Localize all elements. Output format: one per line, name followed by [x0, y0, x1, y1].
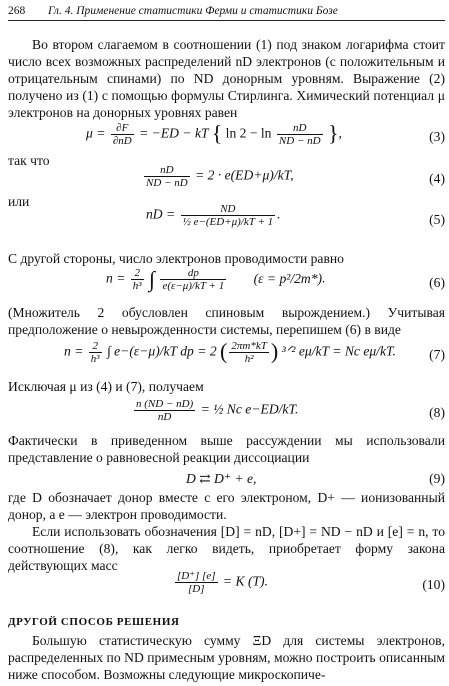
eq10-rhs: = K (T).	[222, 573, 268, 589]
paragraph-10: Большую статистическую сумму ΞD для системы электронов, распределенных по ND примесным уровням, можно построить описанным ниже способом. Возможны следующие микроскопиче-	[8, 633, 445, 682]
eq8-rhs: = ½ Nc e−ED/kT.	[200, 401, 299, 417]
eq5-fraction: $\frac{ND}{\text{½ e−(ED+μ)/kT + 1}}$	[182, 203, 274, 228]
eq3-rhs: = −ED − kT	[139, 125, 209, 141]
eq7-lhs: n =	[64, 343, 84, 359]
equation-8	[8, 398, 445, 428]
page-number: 268	[8, 5, 26, 17]
paragraph-6: Исключая μ из (4) и (7), получаем	[8, 379, 204, 394]
eq3-ln: ln 2 − ln	[225, 125, 272, 141]
eq3-lhs: μ =	[86, 125, 106, 141]
eq9-body: D ⇄ D⁺ + e,	[186, 471, 257, 486]
equation-6: n = $\frac{2}{\text{h³}}$ ∫ $\frac{dp}{e(\varepsilon-\mu)/kT + 1}$ (ε = p²/2m*). (6)	[106, 266, 445, 292]
paragraph-1: Во втором слагаемом в соотношении (1) под знаком логарифма стоит число всех возможных распределений nD электронов (с положительным и отрицательным спинами) по ND донорным уровням. Выражение (2) получено из (1) с помощью формулы Стирлинга. Химический потенциал μ электронов на донорных уровнях равен	[8, 37, 445, 120]
section-heading: ДРУГОЙ СПОСОБ РЕШЕНИЯ	[8, 616, 180, 628]
eq7-body: ∫ e−(ε−μ)/kT dp = 2	[107, 343, 217, 359]
equation-10	[8, 570, 445, 600]
running-title: Гл. 4. Применение статистики Ферми и статистики Бозе	[48, 5, 338, 17]
paragraph-4: С другой стороны, число электронов проводимости равно	[8, 251, 344, 266]
equation-7: n = $\frac{2}{\text{h³}}$ ∫ e−(ε−μ)/kT dp = 2 ( $\frac{2\pi m*kT}{\text{h²}}$ ) ³ᐟ² eμ/kT = Nc eμ/kT. (7)	[64, 338, 445, 365]
eq5-lhs: nD =	[146, 206, 176, 222]
eq10-fraction: $\frac{[D^+] [e]}{[D]}$	[177, 570, 216, 595]
eq6-number: (6)	[429, 275, 445, 290]
header-rule	[8, 20, 445, 21]
eq3-fraction-2: $\frac{nD}{ND - nD}$	[278, 122, 321, 147]
paragraph-5: (Множитель 2 обусловлен спиновым вырождением.) Учитывая предположение о невырожденности системы, перепишем (6) в виде	[8, 305, 445, 337]
eq8-number: (8)	[429, 405, 445, 420]
eq10-number: (10)	[422, 577, 445, 592]
eq4-fraction: $\frac{nD}{ND - nD}$	[146, 164, 188, 189]
page	[8, 0, 445, 686]
eq6-condition: (ε = p²/2m*)	[253, 270, 323, 286]
equation-4	[8, 164, 445, 194]
eq9-number: (9)	[429, 471, 445, 486]
eq6-fraction: $\frac{dp}{e(\varepsilon-\mu)/kT + 1}$	[162, 267, 225, 292]
paragraph-8: где D обозначает донор вместе с его электроном, D+ — ионизованный донор, а e — электрон проводимости.	[8, 490, 445, 522]
eq6-lhs: n =	[106, 270, 126, 286]
equation-9	[8, 470, 445, 490]
eq7-rhs: ³ᐟ² eμ/kT = Nc eμ/kT.	[281, 343, 396, 359]
eq7-number: (7)	[429, 347, 445, 362]
eq4-rhs: = 2 · e(ED+μ)/kT,	[195, 167, 294, 183]
eq3-fraction: $\frac{\partial F}{\partial nD}$	[112, 122, 132, 147]
eq5-number: (5)	[429, 212, 445, 227]
paragraph-3: или	[8, 194, 30, 209]
running-header	[8, 4, 445, 18]
equation-3: μ = $\frac{\partial F}{\partial nD}$ = −ED − kT { ln 2 − ln $\frac{nD}{ND - nD}$ }, (3)	[86, 120, 445, 147]
paragraph-7: Фактически в приведенном выше рассуждении мы использовали представление о равновесной реакции диссоциации	[8, 433, 445, 465]
eq7-coeff: $\frac{2}{\text{h³}}$	[90, 340, 100, 365]
eq6-coeff: $\frac{2}{\text{h³}}$	[132, 267, 142, 292]
eq4-number: (4)	[429, 171, 445, 186]
equation-5: nD = $\frac{ND}{\text{½ e−(ED+μ)/kT + 1}}$ . (5)	[146, 203, 445, 228]
paragraph-9: Если использовать обозначения [D] = nD, [D+] = ND − nD и [e] = n, то соотношение (8), как легко видеть, приобретает форму закона действующих масс	[8, 524, 445, 573]
eq8-fraction: $\frac{n (ND - nD)}{nD}$	[136, 398, 194, 423]
eq3-number: (3)	[429, 129, 445, 144]
eq6-integral: ∫	[149, 266, 156, 292]
paragraph-2: так что	[8, 153, 50, 168]
eq7-paren-fraction: $\frac{2\pi m*kT}{\text{h²}}$	[231, 340, 267, 365]
